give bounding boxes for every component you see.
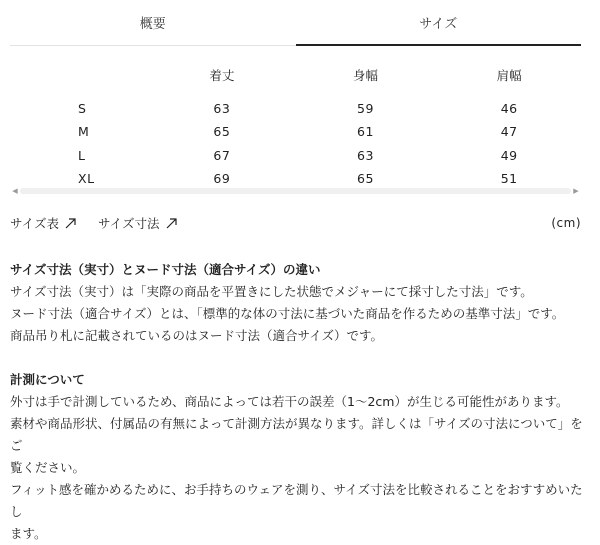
table-cell: 65 bbox=[357, 171, 374, 187]
header-length: 着丈 bbox=[209, 68, 235, 83]
chevron-right-icon[interactable]: ▶ bbox=[573, 187, 579, 195]
measurement-section bbox=[10, 369, 585, 545]
table-row bbox=[10, 144, 581, 168]
size-measure-link[interactable] bbox=[98, 214, 177, 232]
arrow-up-right-icon bbox=[166, 218, 177, 229]
table-cell: 46 bbox=[500, 100, 518, 116]
table-cell: 49 bbox=[500, 147, 518, 163]
size-chart-link-label: サイズ表 bbox=[10, 216, 60, 231]
chevron-left-icon[interactable]: ◀ bbox=[12, 187, 18, 195]
size-label: L bbox=[78, 147, 86, 163]
section-line: 商品吊り札に記載されているのはヌード寸法（適合サイズ）です。 bbox=[10, 328, 384, 343]
section-line: サイズ寸法（実寸）は「実際の商品を平置きにした状態でメジャーにて採寸した寸法」です。 bbox=[10, 284, 533, 299]
scrollbar-track[interactable] bbox=[20, 188, 571, 194]
table-cell: 47 bbox=[500, 124, 518, 140]
tab-size-label: サイズ bbox=[419, 17, 458, 32]
size-difference-section bbox=[10, 259, 585, 347]
table-cell: 65 bbox=[213, 124, 231, 140]
header-shoulder: 肩幅 bbox=[496, 68, 522, 83]
arrow-up-right-icon bbox=[65, 218, 76, 229]
header-size bbox=[10, 60, 150, 90]
tab-overview[interactable] bbox=[10, 0, 296, 45]
size-label: XL bbox=[78, 171, 95, 187]
table-cell: 63 bbox=[213, 100, 231, 116]
section-line: ます。 bbox=[10, 526, 47, 541]
size-links-row bbox=[10, 214, 581, 234]
tab-size[interactable] bbox=[296, 0, 582, 45]
table-cell: 51 bbox=[500, 171, 518, 187]
section-heading: サイズ寸法（実寸）とヌード寸法（適合サイズ）の違い bbox=[10, 262, 321, 277]
size-label: M bbox=[78, 124, 90, 140]
table-cell: 61 bbox=[357, 124, 374, 140]
section-line: 覧ください。 bbox=[10, 460, 86, 475]
section-line: 外寸は手で計測しているため、商品によっては若干の誤差（1〜2cm）が生じる可能性があります。 bbox=[10, 394, 569, 409]
table-header-row bbox=[10, 60, 581, 90]
table-cell: 67 bbox=[213, 147, 231, 163]
size-measure-link-label: サイズ寸法 bbox=[98, 216, 160, 231]
unit-label: (cm) bbox=[551, 216, 581, 230]
size-table bbox=[10, 60, 581, 191]
tab-overview-label: 概要 bbox=[139, 17, 166, 32]
tab-bar bbox=[10, 0, 581, 46]
section-line: ヌード寸法（適合サイズ）とは、「標準的な体の寸法に基づいた商品を作るための基準寸法」です。 bbox=[10, 306, 565, 321]
table-cell: 59 bbox=[357, 100, 374, 116]
table-cell: 63 bbox=[357, 147, 374, 163]
section-heading: 計測について bbox=[10, 372, 85, 387]
table-row bbox=[10, 90, 581, 120]
section-line: 素材や商品形状、付属品の有無によって計測方法が異なります。詳しくは「サイズの寸法について」をご bbox=[10, 416, 583, 453]
section-line: フィット感を確かめるために、お手持ちのウェアを測り、サイズ寸法を比較されることをおすすめいたし bbox=[10, 482, 583, 519]
size-label: S bbox=[78, 100, 87, 116]
size-chart-link[interactable] bbox=[10, 214, 76, 232]
horizontal-scrollbar[interactable] bbox=[10, 186, 581, 196]
table-cell: 69 bbox=[213, 171, 231, 187]
table-row bbox=[10, 120, 581, 144]
header-width: 身幅 bbox=[352, 68, 378, 83]
